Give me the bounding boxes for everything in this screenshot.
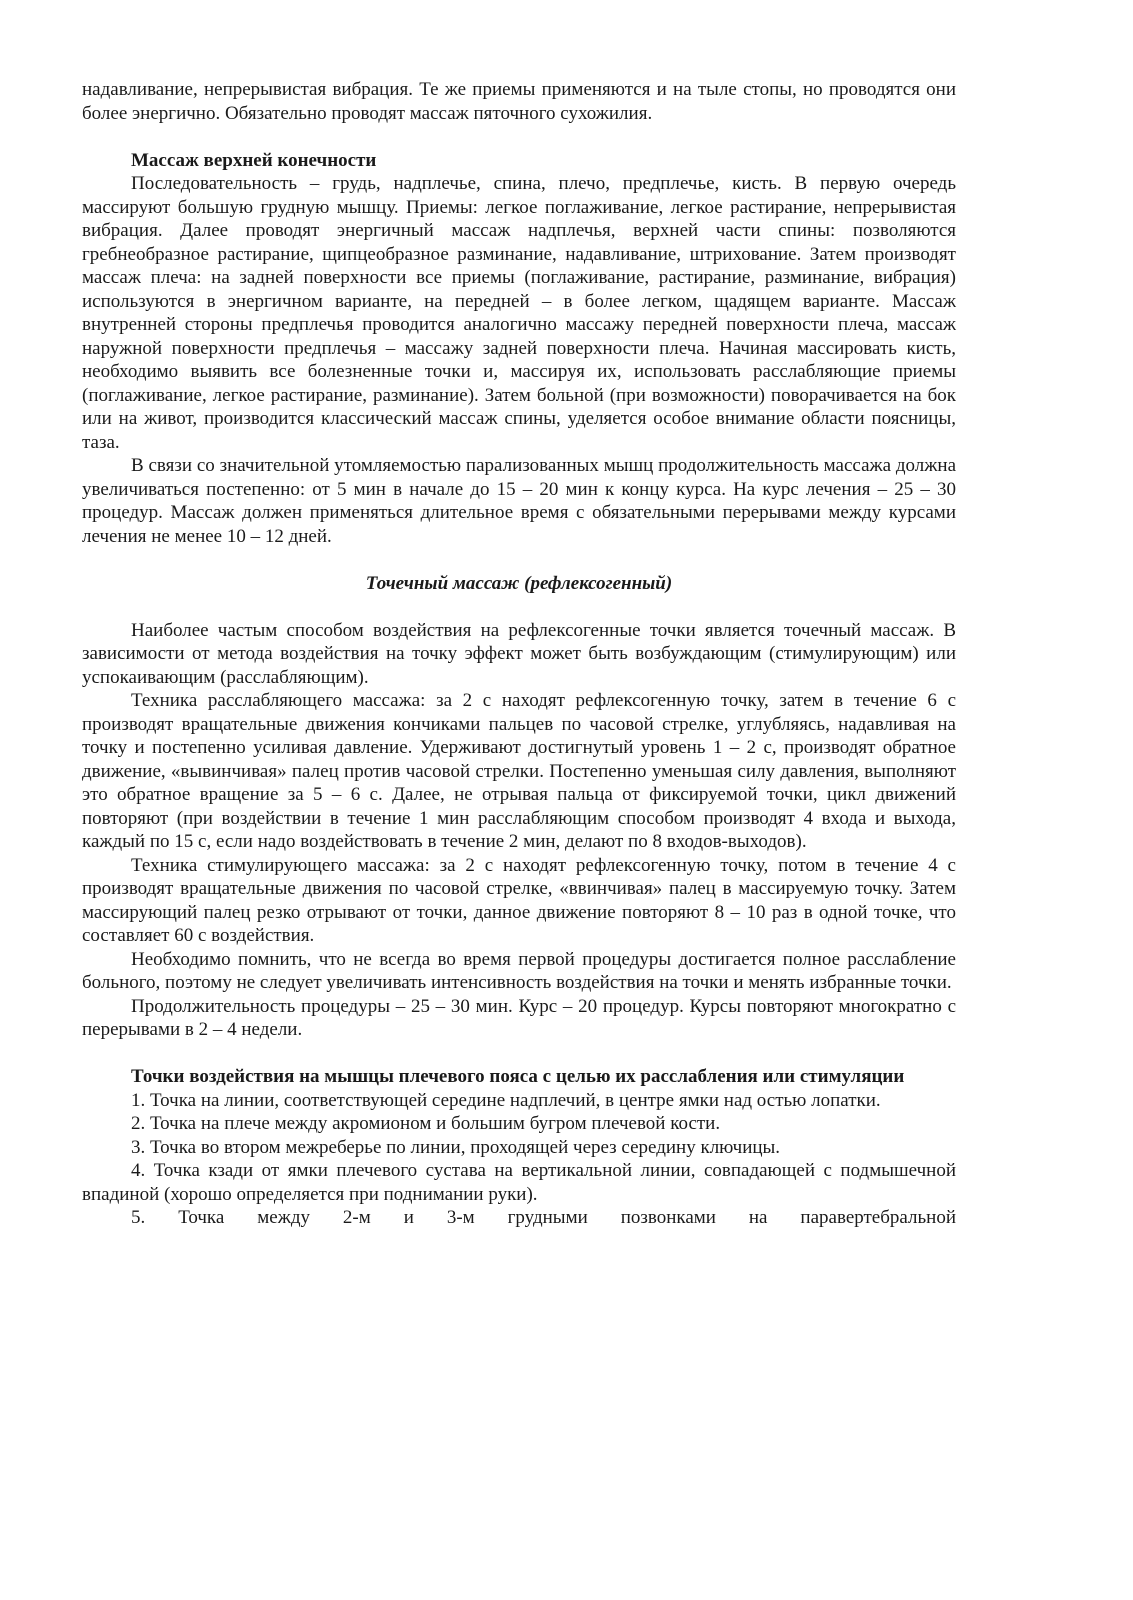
point-massage-paragraph-2: Техника расслабляющего массажа: за 2 с находят рефлексогенную точку, затем в течение 6 с производят вращательные движения кончиками пальцев по часовой стрелке, углубляясь, надавливая на точку и постепенно усиливая давление. Удерживают достигнутый уровень 1 – 2 с, производят обратное движение, «вывинчивая» палец против часовой стрелки. Постепенно уменьшая силу давления, выполняют это обратное вращение за 5 – 6 с. Далее, не отрывая пальца от фиксируемой точки, цикл движений повторяют (при воздействии в течение 1 мин расслабляющим способом производят 4 входа и выхода, каждый по 15 с, если надо воздействовать в течение 2 мин, делают по 8 входов-выходов).: [82, 690, 956, 852]
section-heading-shoulder-points: Точки воздействия на мышцы плечевого пояса с целью их расслабления или стимуляции: [131, 1066, 905, 1087]
point-massage-paragraph-5: Продолжительность процедуры – 25 – 30 мин. Курс – 20 процедур. Курсы повторяют многократно с перерывами в 2 – 4 недели.: [82, 995, 956, 1040]
list-item: 5. Точка между 2-м и 3-м грудными позвонками на паравертебральной: [131, 1207, 956, 1228]
list-item: 1. Точка на линии, соответствующей середине надплечий, в центре ямки над остью лопатки.: [131, 1089, 881, 1111]
list-item: 2. Точка на плече между акромионом и большим бугром плечевой кости.: [131, 1113, 721, 1134]
upper-limb-paragraph-1: Последовательность – грудь, надплечье, спина, плечо, предплечье, кисть. В первую очередь массируют большую грудную мышцу. Приемы: легкое поглаживание, легкое растирание, непрерывистая вибрация. Далее проводят энергичный массаж надплечья, верхней части спины: позволяются гребнеобразное растирание, щипцеобразное разминание, надавливание, штрихование. Затем производят массаж плеча: на задней поверхности все приемы (поглаживание, растирание, разминание, вибрация) используются в энергичном варианте, на передней – в более легком, щадящем варианте. Массаж внутренней стороны предплечья проводится аналогично массажу передней поверхности плеча, массаж наружной поверхности предплечья – массажу задней поверхности плеча. Начиная массировать кисть, необходимо выявить все болезненные точки и, массируя их, использовать расслабляющие приемы (поглаживание, легкое растирание, разминание). Затем больной (при возможности) поворачивается на бок или на живот, производится классический массаж спины, уделяется особое внимание области поясницы, таза.: [82, 173, 956, 453]
point-massage-paragraph-3: Техника стимулирующего массажа: за 2 с находят рефлексогенную точку, потом в течение 4 с производят вращательные движения по часовой стрелке, «ввинчивая» палец в массируемую точку. Затем массирующий палец резко отрывают от точки, данное движение повторяют 8 – 10 раз в одной точке, что составляет 60 с воздействия.: [82, 854, 956, 946]
list-item: 4. Точка кзади от ямки плечевого сустава на вертикальной линии, совпадающей с подмышечной впадиной (хорошо определяется при поднимании руки).: [82, 1160, 956, 1205]
intro-paragraph: надавливание, непрерывистая вибрация. Те же приемы применяются и на тыле стопы, но проводятся они более энергично. Обязательно проводят массаж пяточного сухожилия.: [82, 79, 956, 124]
upper-limb-paragraph-2: В связи со значительной утомляемостью парализованных мышц продолжительность массажа должна увеличиваться постепенно: от 5 мин в начале до 15 – 20 мин к концу курса. На курс лечения – 25 – 30 процедур. Массаж должен применяться длительное время с обязательными перерывами между курсами лечения не менее 10 – 12 дней.: [82, 455, 956, 547]
document-page: [82, 78, 956, 1230]
point-massage-paragraph-4: Необходимо помнить, что не всегда во время первой процедуры достигается полное расслабление больного, поэтому не следует увеличивать интенсивность воздействия на точки и менять избранные точки.: [82, 948, 956, 993]
list-item: 3. Точка во втором межреберье по линии, проходящей через середину ключицы.: [131, 1136, 781, 1158]
section-heading-upper-limb: Массаж верхней конечности: [131, 149, 377, 171]
point-massage-paragraph-1: Наиболее частым способом воздействия на рефлексогенные точки является точечный массаж. В зависимости от метода воздействия на точку эффект может быть возбуждающим (стимулирующим) или успокаивающим (расслабляющим).: [82, 619, 956, 688]
section-heading-point-massage: Точечный массаж (рефлексогенный): [365, 572, 673, 594]
